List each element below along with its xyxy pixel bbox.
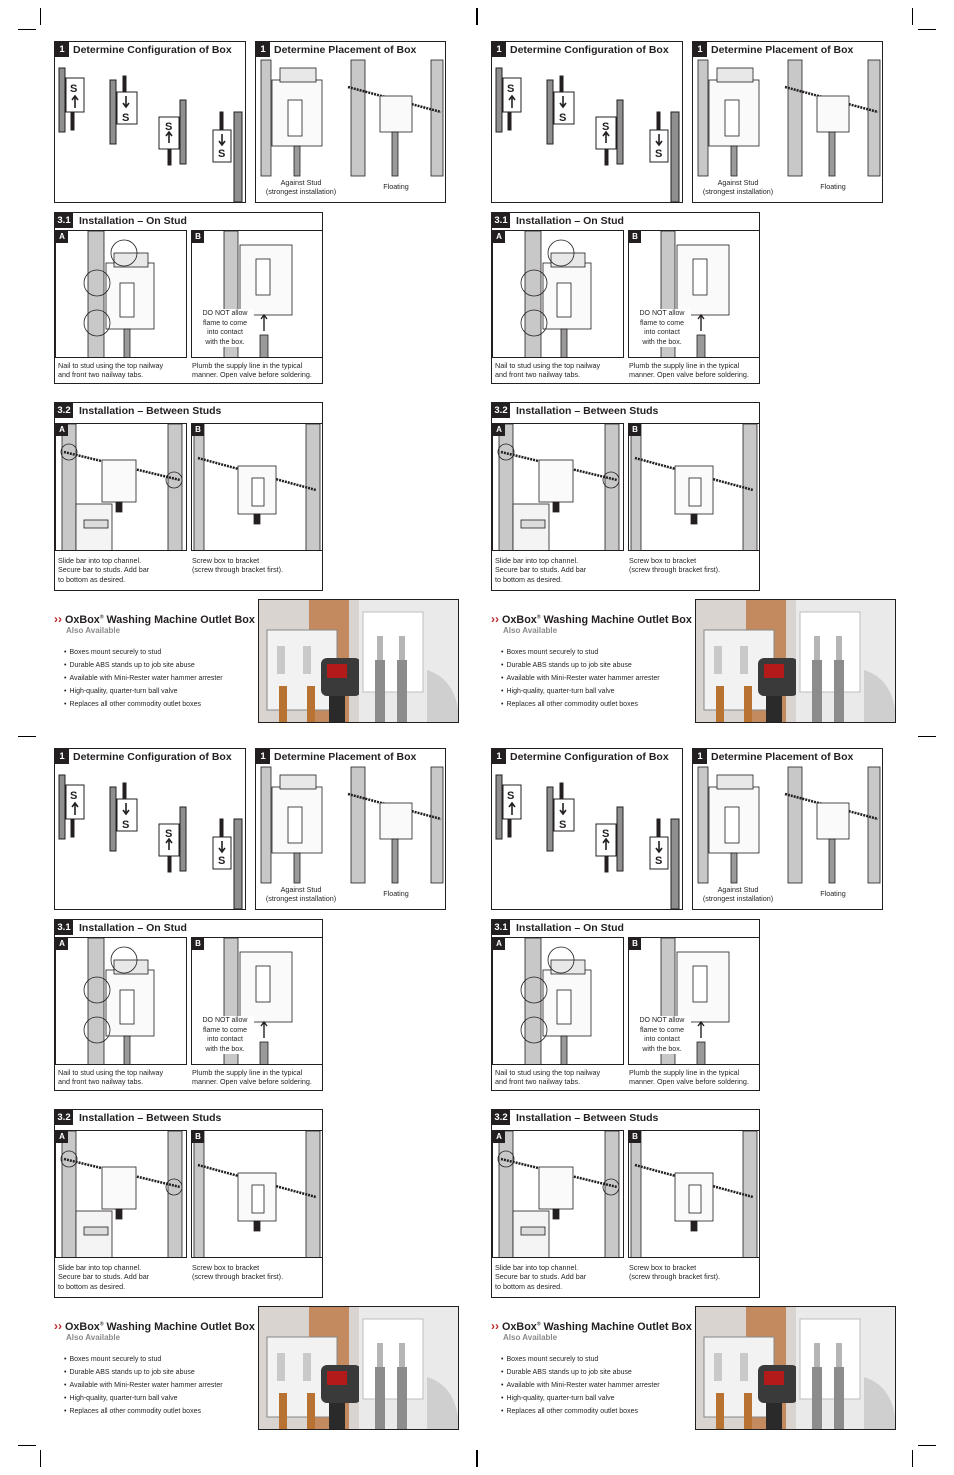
section-title: Determine Configuration of Box <box>73 751 232 763</box>
feature-item: • Replaces all other commodity outlet boxes <box>501 1405 660 1418</box>
section-title: Installation – Between Studs <box>516 405 659 417</box>
step-label: A <box>493 424 505 436</box>
config-s-label: S <box>70 790 78 802</box>
section-title: Installation – Between Studs <box>79 405 222 417</box>
placement-panel <box>255 41 446 203</box>
promo-subtitle: Also Available <box>503 626 558 635</box>
section-title: Installation – Between Studs <box>516 1112 659 1124</box>
section-title: Installation – On Stud <box>79 922 187 934</box>
feature-item: • High-quality, quarter-turn ball valve <box>501 1392 660 1405</box>
config-s-label: S <box>122 112 130 124</box>
feature-list <box>64 646 223 711</box>
promo-block <box>491 1317 696 1437</box>
section-title: Determine Configuration of Box <box>73 44 232 56</box>
between-studs-panel <box>54 402 323 591</box>
feature-item: • Boxes mount securely to stud <box>64 646 223 659</box>
crop-mark <box>476 8 478 25</box>
flame-warning: DO NOT allow flame to come into contact with the box. <box>196 1016 254 1054</box>
on-stud-step-a <box>55 230 187 358</box>
between-studs-step-b <box>191 1130 323 1258</box>
flame-warning: DO NOT allow flame to come into contact with the box. <box>633 309 691 347</box>
section-number: 1 <box>492 42 506 57</box>
section-title: Determine Placement of Box <box>711 44 854 56</box>
feature-item: • Boxes mount securely to stud <box>501 1353 660 1366</box>
step-label: B <box>629 1131 641 1143</box>
product-name: Washing Machine Outlet Box <box>543 614 692 626</box>
on-stud-caption-a: Nail to stud using the top nailway and front two nailway tabs. <box>495 361 601 380</box>
product-photo <box>258 1306 459 1430</box>
product-name: Washing Machine Outlet Box <box>543 1321 692 1333</box>
step-label: B <box>192 424 204 436</box>
step-label: B <box>192 1131 204 1143</box>
brand-name: OxBox <box>502 1321 537 1333</box>
config-panel <box>54 41 246 203</box>
placement-caption-against-stud: Against Stud (strongest installation) <box>265 178 337 197</box>
placement-caption-floating: Floating <box>383 889 409 898</box>
on-stud-caption-b: Plumb the supply line in the typical manner. Open valve before soldering. <box>629 361 749 380</box>
on-stud-step-b <box>628 937 760 1065</box>
between-studs-caption-b: Screw box to bracket (screw through bracket first). <box>192 1263 284 1282</box>
config-s-label: S <box>218 148 226 160</box>
feature-item: • Durable ABS stands up to job site abuse <box>64 659 223 672</box>
crop-mark <box>912 1450 913 1467</box>
step-label: B <box>629 231 641 243</box>
trademark: ® <box>536 614 541 621</box>
on-stud-caption-b: Plumb the supply line in the typical manner. Open valve before soldering. <box>192 361 312 380</box>
promo-subtitle: Also Available <box>66 626 121 635</box>
between-studs-caption-a: Slide bar into top channel. Secure bar to studs. Add bar to bottom as desired. <box>58 1263 150 1291</box>
crop-mark <box>40 1450 41 1467</box>
feature-item: • Replaces all other commodity outlet boxes <box>64 698 223 711</box>
feature-item: • Durable ABS stands up to job site abuse <box>501 659 660 672</box>
config-s-label: S <box>218 855 226 867</box>
placement-panel <box>692 748 883 910</box>
feature-item: • High-quality, quarter-turn ball valve <box>64 1392 223 1405</box>
on-stud-panel <box>491 919 760 1091</box>
step-label: B <box>629 424 641 436</box>
feature-item: • Available with Mini-Rester water hammer arrester <box>501 672 660 685</box>
crop-mark <box>18 29 36 30</box>
section-number: 3.2 <box>55 1110 73 1125</box>
chevron-icon: ›› <box>491 612 499 626</box>
step-label: A <box>56 231 68 243</box>
between-studs-step-a <box>492 423 624 551</box>
on-stud-step-b <box>628 230 760 358</box>
between-studs-panel <box>491 1109 760 1298</box>
promo-title <box>54 612 255 626</box>
feature-item: • High-quality, quarter-turn ball valve <box>501 685 660 698</box>
between-studs-caption-a: Slide bar into top channel. Secure bar to studs. Add bar to bottom as desired. <box>58 556 150 584</box>
between-studs-step-b <box>628 1130 760 1258</box>
step-label: A <box>56 1131 68 1143</box>
crop-mark <box>912 8 913 25</box>
between-studs-step-b <box>191 423 323 551</box>
trademark: ® <box>99 614 104 621</box>
section-title: Installation – On Stud <box>79 215 187 227</box>
section-number: 3.2 <box>492 1110 510 1125</box>
chevron-icon: ›› <box>54 1319 62 1333</box>
on-stud-caption-a: Nail to stud using the top nailway and front two nailway tabs. <box>495 1068 601 1087</box>
config-s-label: S <box>559 112 567 124</box>
section-number: 1 <box>693 749 707 764</box>
section-number: 1 <box>256 42 270 57</box>
on-stud-step-a <box>492 230 624 358</box>
section-title: Installation – Between Studs <box>79 1112 222 1124</box>
section-title: Determine Configuration of Box <box>510 44 669 56</box>
flame-warning: DO NOT allow flame to come into contact with the box. <box>633 1016 691 1054</box>
sheet-quadrant-bottom-right <box>491 748 921 1448</box>
feature-item: • Boxes mount securely to stud <box>64 1353 223 1366</box>
section-number: 1 <box>55 749 69 764</box>
config-panel <box>54 748 246 910</box>
on-stud-panel <box>491 212 760 384</box>
section-title: Installation – On Stud <box>516 215 624 227</box>
section-number: 3.1 <box>492 920 510 935</box>
config-s-label: S <box>507 83 515 95</box>
placement-caption-floating: Floating <box>820 182 846 191</box>
feature-item: • Boxes mount securely to stud <box>501 646 660 659</box>
crop-mark <box>18 1445 36 1446</box>
section-number: 3.2 <box>492 403 510 418</box>
between-studs-step-a <box>55 1130 187 1258</box>
placement-caption-floating: Floating <box>820 889 846 898</box>
config-s-label: S <box>165 121 173 133</box>
section-number: 1 <box>55 42 69 57</box>
placement-caption-against-stud: Against Stud (strongest installation) <box>265 885 337 904</box>
between-studs-step-a <box>55 423 187 551</box>
step-label: B <box>192 938 204 950</box>
flame-warning: DO NOT allow flame to come into contact with the box. <box>196 309 254 347</box>
step-label: A <box>493 1131 505 1143</box>
between-studs-caption-b: Screw box to bracket (screw through bracket first). <box>192 556 284 575</box>
feature-list <box>501 1353 660 1418</box>
feature-item: • Durable ABS stands up to job site abuse <box>501 1366 660 1379</box>
product-photo <box>258 599 459 723</box>
step-label: A <box>493 231 505 243</box>
promo-title <box>491 1319 692 1333</box>
feature-list <box>64 1353 223 1418</box>
section-number: 3.1 <box>492 213 510 228</box>
promo-block <box>54 610 259 730</box>
on-stud-step-b <box>191 230 323 358</box>
crop-mark <box>40 8 41 25</box>
on-stud-caption-a: Nail to stud using the top nailway and front two nailway tabs. <box>58 1068 164 1087</box>
trademark: ® <box>536 1321 541 1328</box>
section-number: 1 <box>256 749 270 764</box>
between-studs-caption-a: Slide bar into top channel. Secure bar to studs. Add bar to bottom as desired. <box>495 1263 587 1291</box>
section-number: 1 <box>492 749 506 764</box>
config-s-label: S <box>70 83 78 95</box>
promo-title <box>491 612 692 626</box>
config-s-label: S <box>165 828 173 840</box>
product-photo <box>695 599 896 723</box>
config-panel <box>491 41 683 203</box>
on-stud-caption-b: Plumb the supply line in the typical manner. Open valve before soldering. <box>629 1068 749 1087</box>
sheet-quadrant-bottom-left <box>54 748 484 1448</box>
feature-list <box>501 646 660 711</box>
promo-subtitle: Also Available <box>503 1333 558 1342</box>
section-number: 3.2 <box>55 403 73 418</box>
config-s-label: S <box>559 819 567 831</box>
on-stud-step-a <box>55 937 187 1065</box>
feature-item: • Replaces all other commodity outlet boxes <box>501 698 660 711</box>
between-studs-caption-a: Slide bar into top channel. Secure bar to studs. Add bar to bottom as desired. <box>495 556 587 584</box>
configuration-diagram <box>55 749 246 910</box>
promo-subtitle: Also Available <box>66 1333 121 1342</box>
step-label: A <box>493 938 505 950</box>
configuration-diagram <box>492 749 683 910</box>
chevron-icon: ›› <box>491 1319 499 1333</box>
sheet-quadrant-top-right <box>491 41 921 741</box>
product-name: Washing Machine Outlet Box <box>106 1321 255 1333</box>
feature-item: • Available with Mini-Rester water hammer arrester <box>64 672 223 685</box>
placement-caption-floating: Floating <box>383 182 409 191</box>
config-s-label: S <box>602 828 610 840</box>
on-stud-step-b <box>191 937 323 1065</box>
on-stud-caption-a: Nail to stud using the top nailway and front two nailway tabs. <box>58 361 164 380</box>
section-title: Determine Placement of Box <box>711 751 854 763</box>
promo-block <box>54 1317 259 1437</box>
feature-item: • Available with Mini-Rester water hammer arrester <box>501 1379 660 1392</box>
config-panel <box>491 748 683 910</box>
step-label: B <box>192 231 204 243</box>
placement-panel <box>255 748 446 910</box>
configuration-diagram <box>492 42 683 203</box>
section-title: Determine Configuration of Box <box>510 751 669 763</box>
placement-caption-against-stud: Against Stud (strongest installation) <box>702 178 774 197</box>
feature-item: • Replaces all other commodity outlet boxes <box>64 1405 223 1418</box>
promo-block <box>491 610 696 730</box>
section-title: Installation – On Stud <box>516 922 624 934</box>
section-number: 3.1 <box>55 213 73 228</box>
product-photo <box>695 1306 896 1430</box>
between-studs-step-a <box>492 1130 624 1258</box>
config-s-label: S <box>655 855 663 867</box>
section-number: 1 <box>693 42 707 57</box>
placement-caption-against-stud: Against Stud (strongest installation) <box>702 885 774 904</box>
feature-item: • Available with Mini-Rester water hammer arrester <box>64 1379 223 1392</box>
brand-name: OxBox <box>65 614 100 626</box>
chevron-icon: ›› <box>54 612 62 626</box>
promo-title <box>54 1319 255 1333</box>
step-label: A <box>56 938 68 950</box>
between-studs-caption-b: Screw box to bracket (screw through bracket first). <box>629 1263 721 1282</box>
configuration-diagram <box>55 42 246 203</box>
on-stud-step-a <box>492 937 624 1065</box>
between-studs-panel <box>491 402 760 591</box>
brand-name: OxBox <box>65 1321 100 1333</box>
between-studs-caption-b: Screw box to bracket (screw through bracket first). <box>629 556 721 575</box>
trademark: ® <box>99 1321 104 1328</box>
between-studs-panel <box>54 1109 323 1298</box>
on-stud-panel <box>54 919 323 1091</box>
feature-item: • Durable ABS stands up to job site abuse <box>64 1366 223 1379</box>
config-s-label: S <box>655 148 663 160</box>
section-number: 3.1 <box>55 920 73 935</box>
section-title: Determine Placement of Box <box>274 44 417 56</box>
config-s-label: S <box>122 819 130 831</box>
section-title: Determine Placement of Box <box>274 751 417 763</box>
feature-item: • High-quality, quarter-turn ball valve <box>64 685 223 698</box>
step-label: A <box>56 424 68 436</box>
config-s-label: S <box>507 790 515 802</box>
crop-mark <box>18 736 36 737</box>
crop-mark <box>476 1450 478 1467</box>
between-studs-step-b <box>628 423 760 551</box>
product-name: Washing Machine Outlet Box <box>106 614 255 626</box>
placement-panel <box>692 41 883 203</box>
brand-name: OxBox <box>502 614 537 626</box>
config-s-label: S <box>602 121 610 133</box>
step-label: B <box>629 938 641 950</box>
sheet-quadrant-top-left <box>54 41 484 741</box>
on-stud-panel <box>54 212 323 384</box>
crop-mark <box>918 29 936 30</box>
on-stud-caption-b: Plumb the supply line in the typical manner. Open valve before soldering. <box>192 1068 312 1087</box>
